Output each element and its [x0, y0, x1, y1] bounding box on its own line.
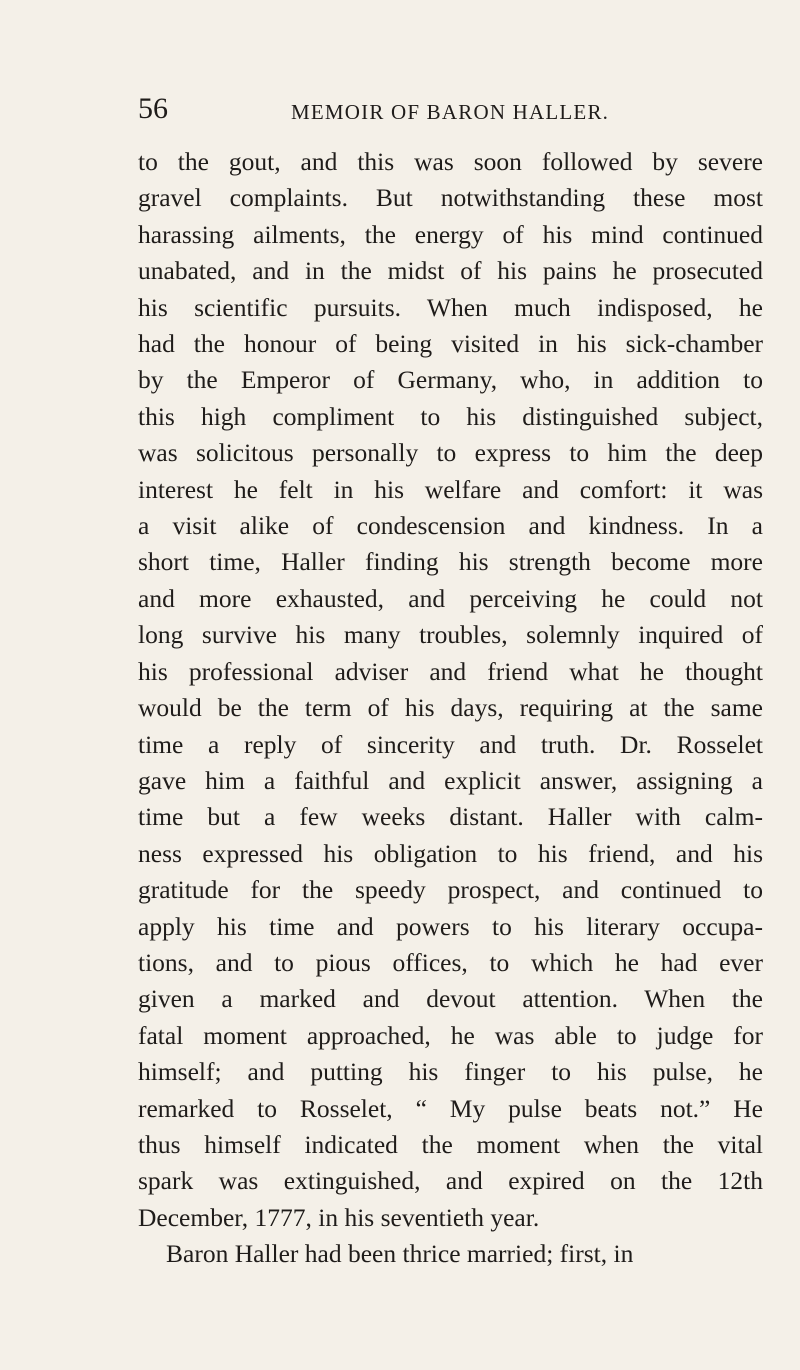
text-line: remarked to Rosselet, “ My pulse beats not.” He — [138, 1093, 763, 1123]
text-line: time but a few weeks distant. Haller with calm- — [138, 802, 763, 832]
text-line: by the Emperor of Germany, who, in addition to — [138, 365, 763, 395]
text-line: long survive his many troubles, solemnly inquired of — [138, 620, 763, 650]
text-line: harassing ailments, the energy of his mind continued — [138, 219, 763, 249]
text-line: given a marked and devout attention. When the — [138, 984, 763, 1014]
text-line: his professional adviser and friend what he thought — [138, 656, 763, 686]
text-line: this high compliment to his distinguished subject, — [138, 401, 763, 431]
text-line: gratitude for the speedy prospect, and continued to — [138, 875, 763, 905]
running-head: MEMOIR OF BARON HALLER. — [291, 100, 610, 124]
text-line: would be the term of his days, requiring at the same — [138, 693, 763, 723]
text-line: short time, Haller finding his strength become more — [138, 547, 763, 577]
text-line: had the honour of being visited in his sick-chamber — [138, 329, 763, 359]
page-number: 56 — [138, 92, 168, 125]
text-line: interest he felt in his welfare and comfort: it was — [138, 474, 763, 504]
text-line: ness expressed his obligation to his friend, and his — [138, 838, 763, 868]
text-line: unabated, and in the midst of his pains he prosecuted — [138, 256, 763, 286]
text-line: was solicitous personally to express to him the deep — [138, 438, 763, 468]
text-line: his scientific pursuits. When much indisposed, he — [138, 292, 763, 322]
page-header — [138, 94, 758, 134]
text-line: fatal moment approached, he was able to judge for — [138, 1020, 763, 1050]
text-line: himself; and putting his finger to his pulse, he — [138, 1057, 763, 1087]
text-line: to the gout, and this was soon followed by severe — [138, 147, 763, 176]
text-line: spark was extinguished, and expired on the 12th — [138, 1166, 763, 1196]
text-line: December, 1777, in his seventieth year. — [138, 1202, 540, 1232]
text-line: gravel complaints. But notwithstanding these most — [138, 183, 763, 213]
body-text — [138, 144, 763, 1273]
text-line: apply his time and powers to his literary occupa- — [138, 911, 763, 941]
text-line: thus himself indicated the moment when the vital — [138, 1129, 763, 1159]
text-line: and more exhausted, and perceiving he could not — [138, 583, 763, 613]
text-line: tions, and to pious offices, to which he had ever — [138, 947, 763, 977]
text-line: time a reply of sincerity and truth. Dr. Rosselet — [138, 729, 763, 759]
text-line: a visit alike of condescension and kindness. In a — [138, 511, 763, 541]
text-line: gave him a faithful and explicit answer, assigning a — [138, 765, 763, 795]
text-line: Baron Haller had been thrice married; first, in — [166, 1239, 634, 1269]
